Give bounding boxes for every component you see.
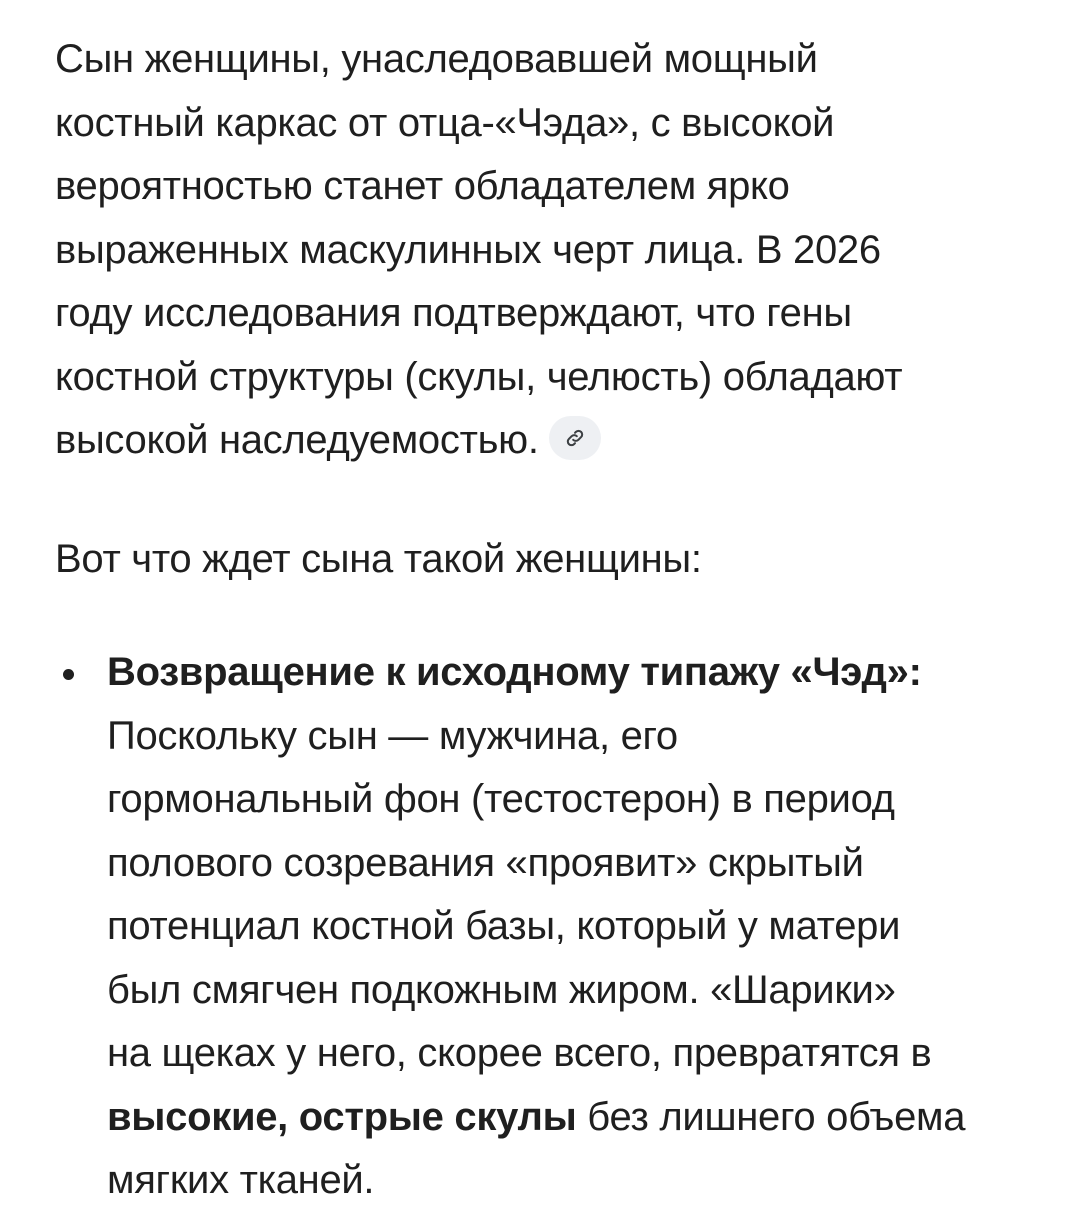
paragraph-main	[55, 28, 1035, 473]
paragraph-line: вероятностью станет обладателем ярко	[55, 164, 790, 208]
paragraph-line: выраженных маскулинных черт лица. В 2026	[55, 227, 881, 272]
intro-text: Вот что ждет сына такой женщины:	[55, 536, 702, 581]
source-link-button[interactable]	[549, 416, 601, 460]
message-content	[55, 28, 1035, 1213]
paragraph-line: высокой наследуемостью.	[55, 418, 539, 462]
paragraph-line: костный каркас от отца-«Чэда», с высокой	[55, 100, 835, 145]
paragraph-line: Сын женщины, унаследовавшей мощный	[55, 37, 818, 81]
bullet-title: Возвращение к исходному типажу «Чэд»:	[107, 650, 922, 694]
paragraph-last-line	[55, 409, 1035, 473]
bullet-line: мягких тканей.	[107, 1158, 375, 1202]
list-item	[55, 641, 1035, 1213]
paragraph-line: году исследования подтверждают, что гены	[55, 291, 852, 335]
bullet-line: был смягчен подкожным жиром. «Шарики»	[107, 967, 896, 1012]
bullet-line: полового созревания «проявит» скрытый	[107, 840, 864, 885]
bullet-text	[107, 641, 1035, 1213]
after-bold-text: без лишнего объема	[576, 1094, 966, 1139]
bullet-line: Поскольку сын — мужчина, его	[107, 713, 678, 758]
bullet-line: потенциал костной базы, который у матери	[107, 904, 901, 948]
bullet-line-mixed	[107, 1086, 1035, 1150]
bullet-line: гормональный фон (тестостерон) в период	[107, 777, 895, 821]
paragraph-line: костной структуры (скулы, челюсть) обладают	[55, 354, 903, 399]
bullet-dot	[63, 669, 74, 680]
bullet-list	[55, 641, 1035, 1213]
bullet-line: на щеках у него, скорее всего, превратятся в	[107, 1031, 932, 1075]
link-icon	[564, 427, 586, 449]
bold-phrase: высокие, острые скулы	[107, 1094, 577, 1139]
